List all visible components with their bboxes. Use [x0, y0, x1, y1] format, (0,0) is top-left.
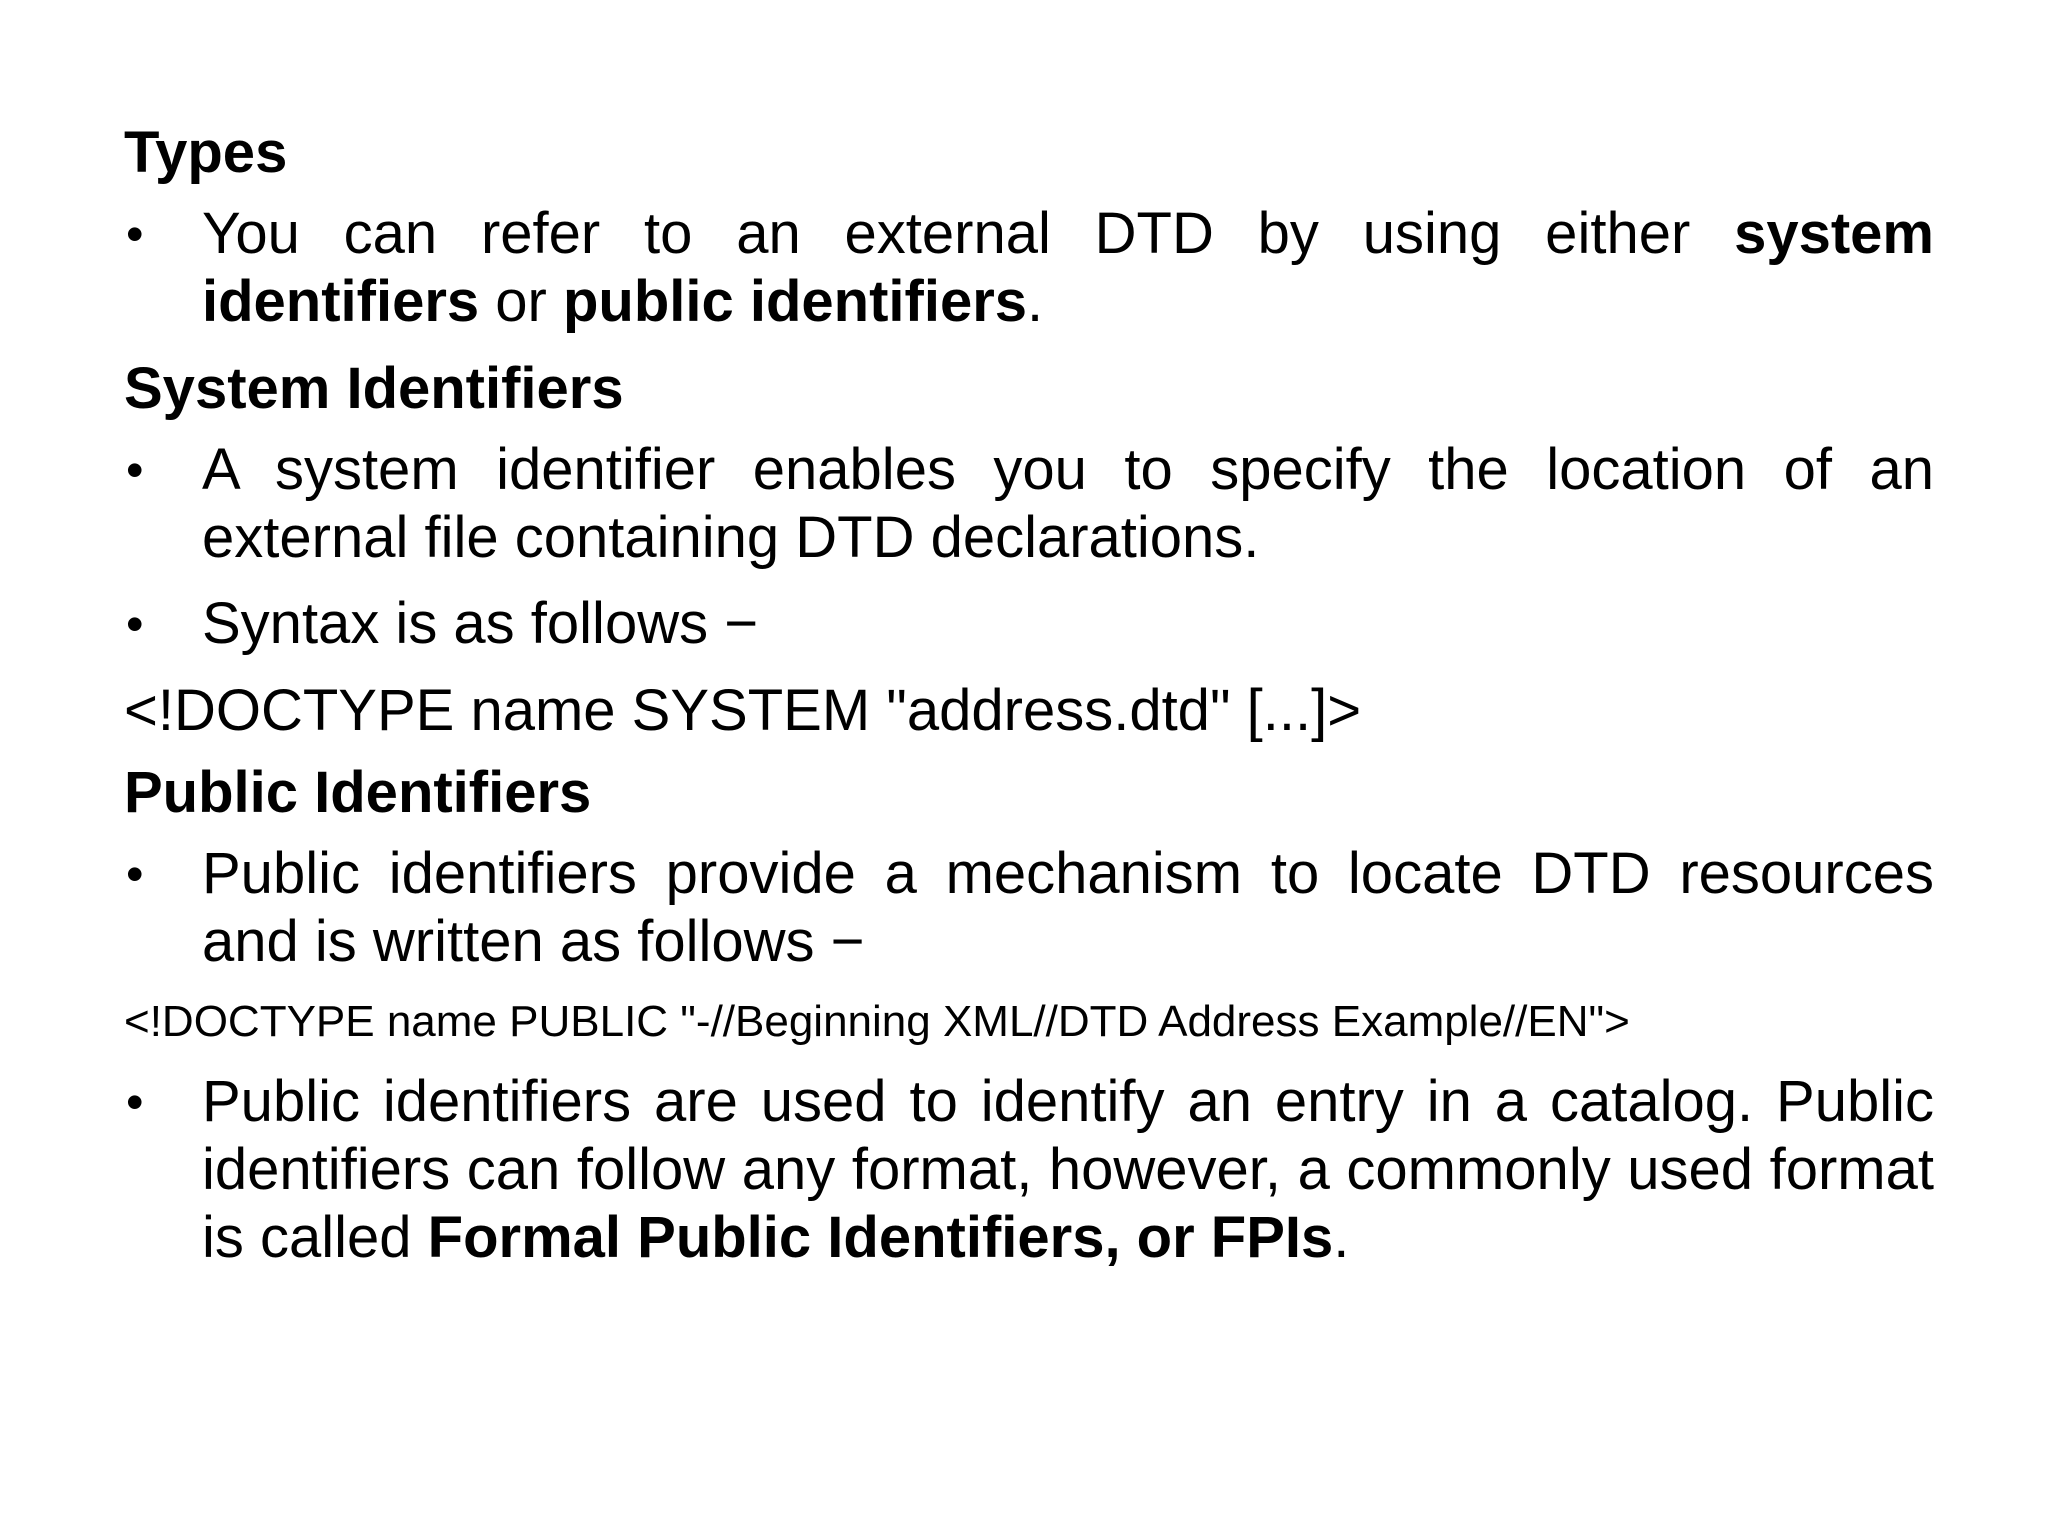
types-heading: Types — [124, 120, 288, 185]
slide-content — [124, 118, 1934, 1290]
bullet-text: You can refer to an external DTD by using either — [202, 201, 1735, 266]
bullet-icon: • — [126, 846, 144, 902]
bullet-public-mechanism — [124, 840, 1934, 976]
bullet-icon: • — [126, 1074, 144, 1130]
system-syntax-line: <!DOCTYPE name SYSTEM "address.dtd" [...]> — [124, 678, 1362, 743]
bullet-text: or — [479, 269, 563, 334]
bullet-text: . — [1333, 1205, 1350, 1270]
bullet-syntax — [124, 590, 1934, 658]
bullet-text: Syntax is as follows − — [202, 591, 759, 656]
bullet-text: . — [1027, 269, 1044, 334]
bullet-text: A system identifier enables you to specify the location of an external file containing DTD declarations. — [202, 437, 1934, 570]
bold-term-fpi: Formal Public Identifiers, or FPIs — [427, 1205, 1334, 1270]
bullet-text: Public identifiers provide a mechanism to locate DTD resources and is written as follows − — [202, 841, 1934, 974]
public-identifiers-heading: Public Identifiers — [124, 760, 592, 825]
bullet-icon: • — [126, 206, 144, 262]
system-identifiers-heading: System Identifiers — [124, 356, 624, 421]
bullet-external-dtd — [124, 200, 1934, 336]
bold-term-system-identifiers: system identifiers — [202, 201, 1934, 334]
bullet-icon: • — [126, 442, 144, 498]
bullet-system-identifier — [124, 436, 1934, 572]
bullet-catalog — [124, 1068, 1934, 1272]
public-syntax-line: <!DOCTYPE name PUBLIC "-//Beginning XML//DTD Address Example//EN"> — [124, 997, 1630, 1046]
bold-term-public-identifiers: public identifiers — [562, 269, 1028, 334]
bullet-text: Public identifiers are used to identify an entry in a catalog. Public identifiers can follow any format, however, a commonly used format is called — [202, 1069, 1934, 1270]
bullet-icon: • — [126, 596, 144, 652]
